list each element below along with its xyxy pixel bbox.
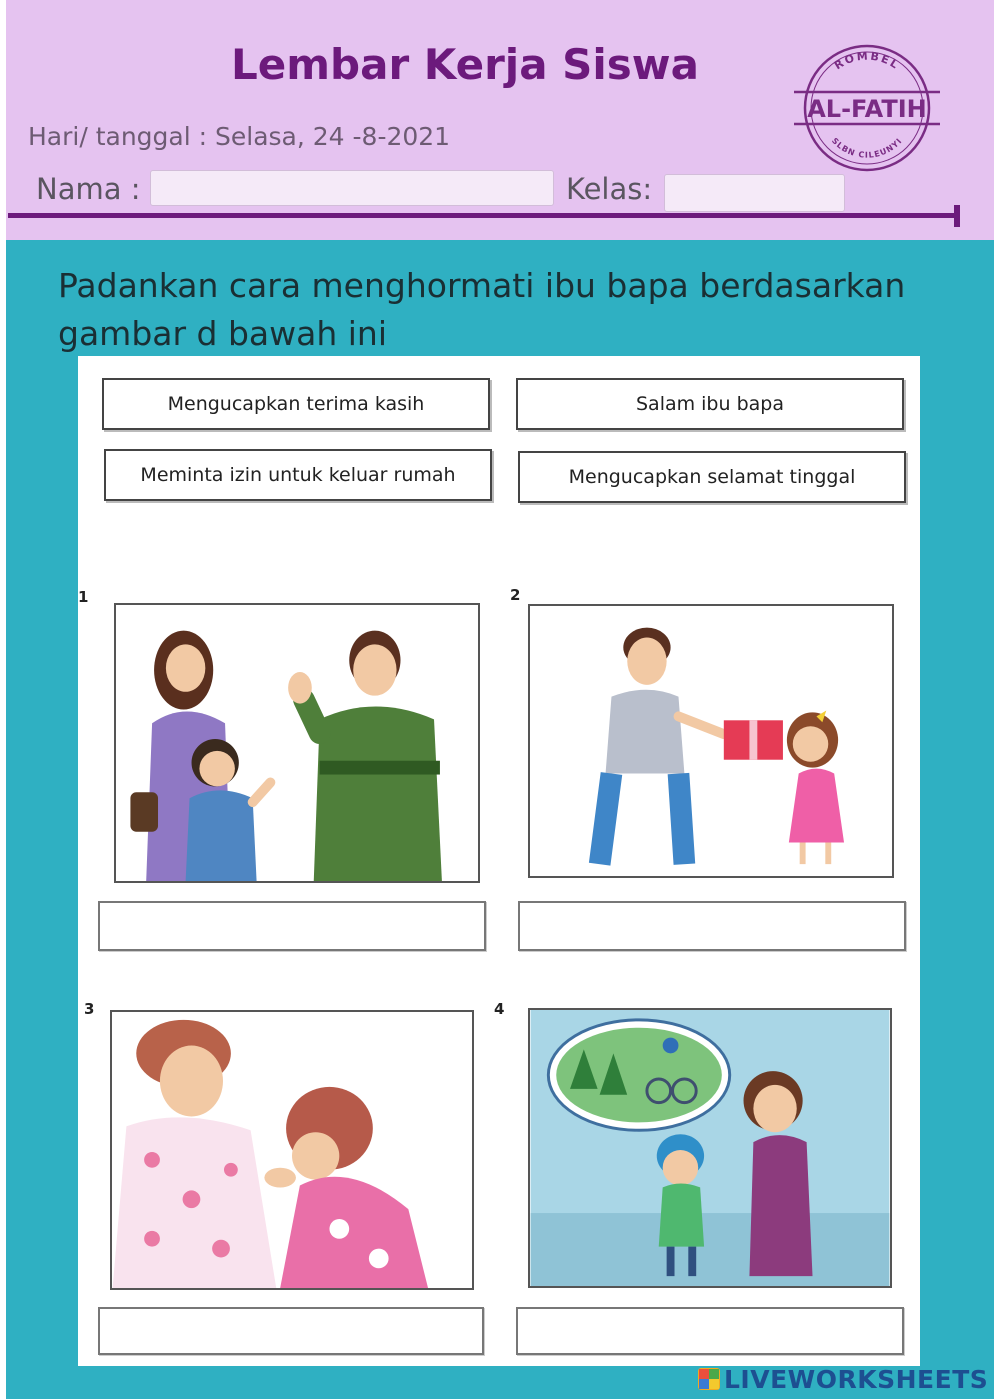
picture-number-2: 2 (510, 586, 521, 604)
liveworksheets-brand: LIVEWORKSHEETS (724, 1364, 989, 1394)
father-giving-gift-icon (528, 604, 894, 878)
nama-input[interactable] (150, 170, 554, 206)
exercise-sheet (78, 356, 920, 1366)
option-terima-kasih[interactable]: Mengucapkan terima kasih (102, 378, 490, 430)
picture-number-1: 1 (78, 588, 89, 606)
stamp-bottom-text: SLBN CILEUNYI (829, 136, 905, 160)
picture-number-4: 4 (494, 1000, 505, 1018)
liveworksheets-logo (698, 1362, 998, 1396)
svg-text:ROMBEL (832, 49, 902, 72)
date-line: Hari/ tanggal : Selasa, 24 -8-2021 (28, 122, 451, 151)
family-waving-icon (114, 603, 480, 883)
kelas-input[interactable] (664, 174, 845, 212)
stamp-top-text: ROMBEL (831, 49, 903, 73)
instruction-text: Padankan cara menghormati ibu bapa berdasarkan gambar d bawah ini (58, 266, 906, 353)
nama-label: Nama : (36, 172, 141, 206)
school-stamp-logo (792, 36, 942, 176)
answer-box-3[interactable] (98, 1307, 484, 1355)
girl-kissing-hand-icon (110, 1010, 474, 1290)
header-divider-cap (954, 205, 960, 227)
answer-box-1[interactable] (98, 901, 486, 951)
option-salam-ibu-bapa[interactable]: Salam ibu bapa (516, 378, 904, 430)
page-title: Lembar Kerja Siswa (231, 40, 699, 89)
kelas-label: Kelas: (566, 172, 653, 206)
boy-asking-permission-icon (528, 1008, 892, 1288)
header-divider (8, 213, 960, 218)
option-meminta-izin[interactable]: Meminta izin untuk keluar rumah (104, 449, 492, 501)
picture-number-3: 3 (84, 1000, 95, 1018)
stamp-center-text: AL-FATIH (807, 95, 927, 123)
option-selamat-tinggal[interactable]: Mengucapkan selamat tinggal (518, 451, 906, 503)
answer-box-2[interactable] (518, 901, 906, 951)
liveworksheets-icon (698, 1368, 720, 1390)
answer-box-4[interactable] (516, 1307, 904, 1355)
svg-text:SLBN CILEUNYI (830, 136, 904, 160)
